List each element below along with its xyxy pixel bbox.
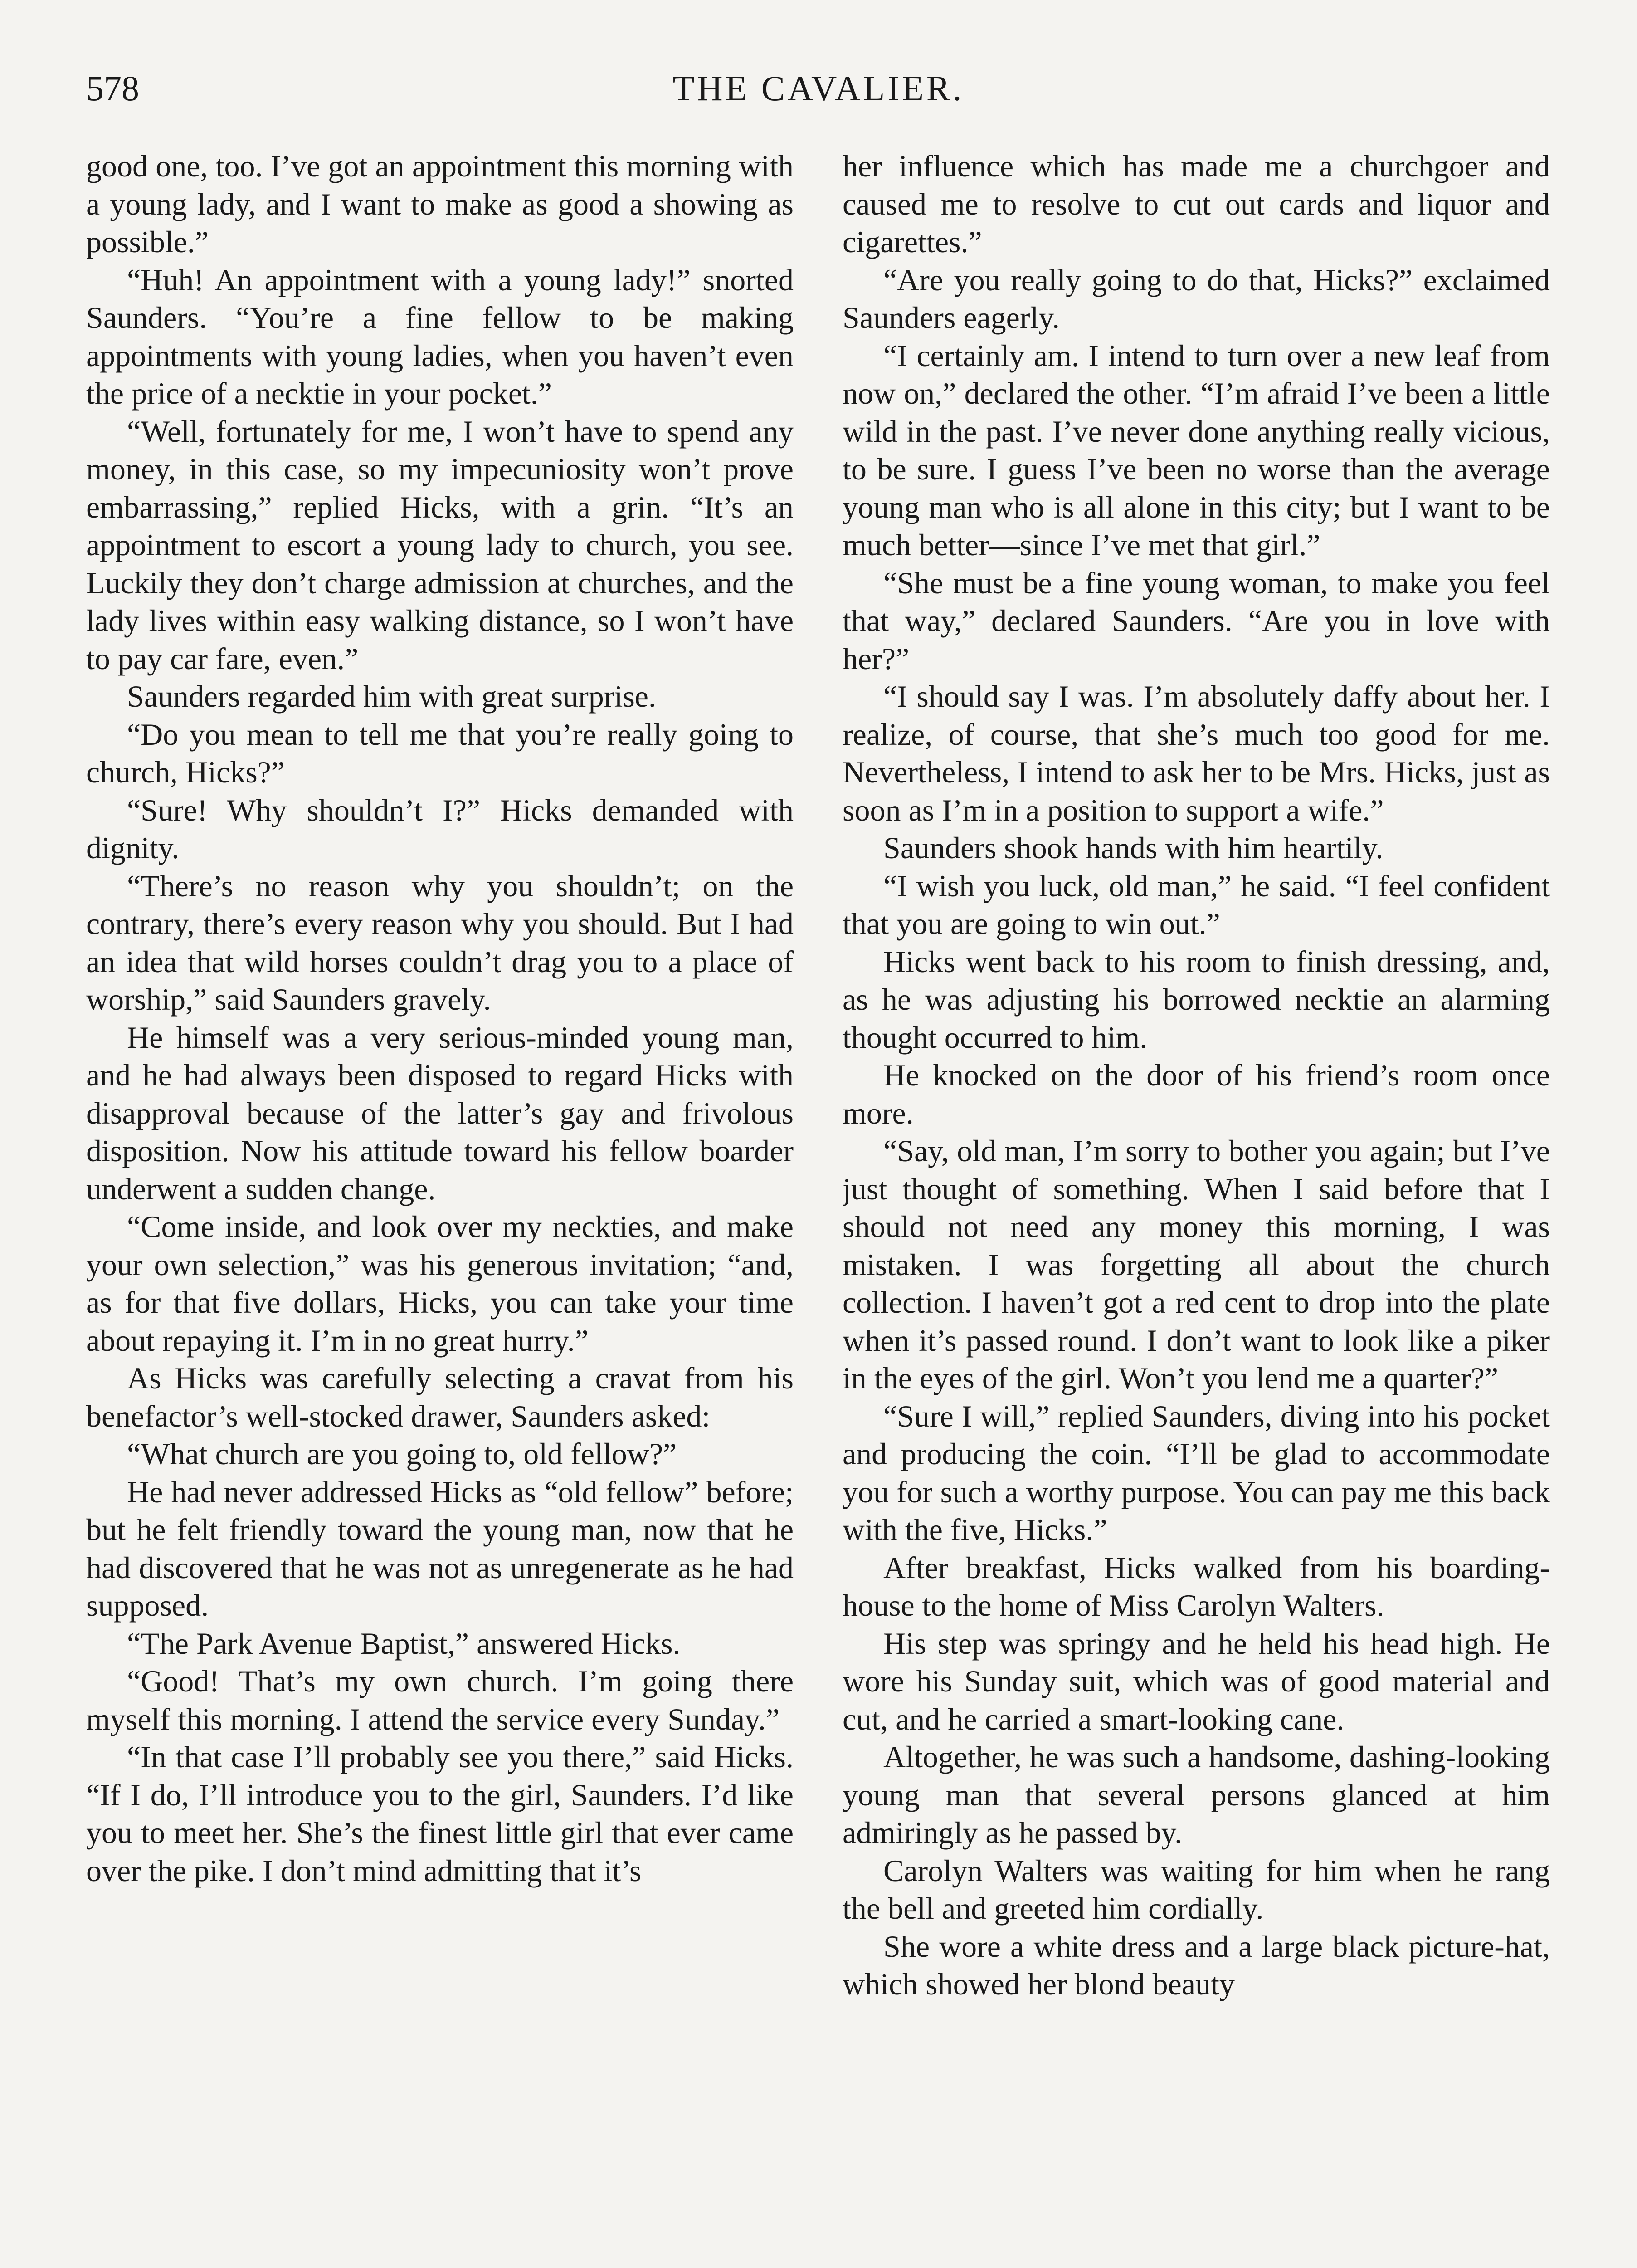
paragraph: “Sure I will,” replied Saunders, diving into his pocket and producing the coin. “I’ll be glad to accommodate you for such a worthy purpose. You can pay me this back with the five, Hicks.” [843, 1398, 1550, 1547]
page-number: 578 [86, 68, 139, 108]
paragraph: “What church are you going to, old fellow?” [127, 1437, 677, 1471]
paragraph: “Come inside, and look over my neckties, and make your own selection,” was his generous invitation; “and, as for that five dollars, Hicks, you can take your time about repaying it. I’m in no great hurry.” [86, 1209, 794, 1358]
paragraph: His step was springy and he held his head high. He wore his Sunday suit, which was of good material and cut, and he carried a smart-looking cane. [843, 1626, 1550, 1736]
paragraph: “Say, old man, I’m sorry to bother you again; but I’ve just thought of something. When I said before that I should not need any money this morning, I was mistaken. I was forgetting all about the church collection. I haven’t got a red cent to drop into the plate when it’s passed round. I don’t want to look like a piker in the eyes of the girl. Won’t you lend me a quarter?” [843, 1134, 1550, 1395]
paragraph: He had never addressed Hicks as “old fellow” before; but he felt friendly toward the young man, now that he had discovered that he was not as unregenerate as he had supposed. [86, 1474, 794, 1623]
paragraph: Saunders regarded him with great surprise. [127, 679, 656, 714]
paragraph: “Are you really going to do that, Hicks?” exclaimed Saunders eagerly. [843, 262, 1550, 335]
paragraph: “I should say I was. I’m absolutely daffy about her. I realize, of course, that she’s much too good for me. Nevertheless, I intend to ask her to be Mrs. Hicks, just as soon as I’m in a position to support a wife.” [843, 679, 1550, 827]
paragraph: “There’s no reason why you shouldn’t; on the contrary, there’s every reason why you should. But I had an idea that wild horses couldn’t drag you to a place of worship,” said Saunders gravely. [86, 868, 794, 1017]
running-title: THE CAVALIER. [672, 68, 965, 108]
paragraph: He himself was a very serious-minded young man, and he had always been disposed to regard Hicks with disapproval because of the latter’s gay and frivolous disposition. Now his attitude toward his fellow boarder underwent a sudden change. [86, 1020, 794, 1206]
paragraph: “She must be a fine young woman, to make you feel that way,” declared Saunders. “Are you in love with her?” [843, 565, 1550, 676]
paragraph: “Sure! Why shouldn’t I?” Hicks demanded with dignity. [86, 792, 794, 865]
paragraph: As Hicks was carefully selecting a cravat from his benefactor’s well-stocked drawer, Saunders asked: [86, 1361, 794, 1433]
left-column [86, 147, 794, 2268]
paragraph: her influence which has made me a churchgoer and caused me to resolve to cut out cards and liquor and cigarettes.” [843, 149, 1550, 259]
paragraph: “Do you mean to tell me that you’re really going to church, Hicks?” [86, 717, 794, 789]
paragraph: “I wish you luck, old man,” he said. “I feel confident that you are going to win out.” [843, 868, 1550, 941]
paragraph: “The Park Avenue Baptist,” answered Hicks. [127, 1626, 681, 1661]
paragraph: “Huh! An appointment with a young lady!” snorted Saunders. “You’re a fine fellow to be making appointments with young ladies, when you haven’t even the price of a necktie in your pocket.” [86, 262, 794, 411]
paragraph: She wore a white dress and a large black picture-hat, which showed her blond beauty [843, 1929, 1550, 2001]
paragraph: “Well, fortunately for me, I won’t have to spend any money, in this case, so my impecuniosity won’t prove embarrassing,” replied Hicks, with a grin. “It’s an appointment to escort a young lady to church, you see. Luckily they don’t charge admission at churches, and the lady lives within easy walking distance, so I won’t have to pay car fare, even.” [86, 414, 794, 676]
paragraph: “I certainly am. I intend to turn over a new leaf from now on,” declared the other. “I’m afraid I’ve been a little wild in the past. I’ve never done anything really vicious, to be sure. I guess I’ve been no worse than the average young man who is all alone in this city; but I want to be much better—since I’ve met that girl.” [843, 338, 1550, 562]
paragraph: Saunders shook hands with him heartily. [883, 831, 1384, 865]
paragraph: Carolyn Walters was waiting for him when he rang the bell and greeted him cordially. [843, 1853, 1550, 1926]
paragraph: “Good! That’s my own church. I’m going there myself this morning. I attend the service every Sunday.” [86, 1664, 794, 1736]
paragraph: He knocked on the door of his friend’s room once more. [843, 1058, 1550, 1130]
paragraph: After breakfast, Hicks walked from his boarding-house to the home of Miss Carolyn Walters. [843, 1550, 1550, 1623]
page-header [86, 64, 1551, 113]
paragraph: good one, too. I’ve got an appointment this morning with a young lady, and I want to make as good a showing as possible.” [86, 149, 794, 259]
paragraph: Altogether, he was such a handsome, dashing-looking young man that several persons glanced at him admiringly as he passed by. [843, 1740, 1550, 1850]
paragraph: “In that case I’ll probably see you there,” said Hicks. “If I do, I’ll introduce you to the girl, Saunders. I’d like you to meet her. She’s the finest little girl that ever came over the pike. I don’t mind admitting that it’s [86, 1740, 794, 1888]
right-column [843, 147, 1550, 2268]
paragraph: Hicks went back to his room to finish dressing, and, as he was adjusting his borrowed necktie an alarming thought occurred to him. [843, 944, 1550, 1055]
